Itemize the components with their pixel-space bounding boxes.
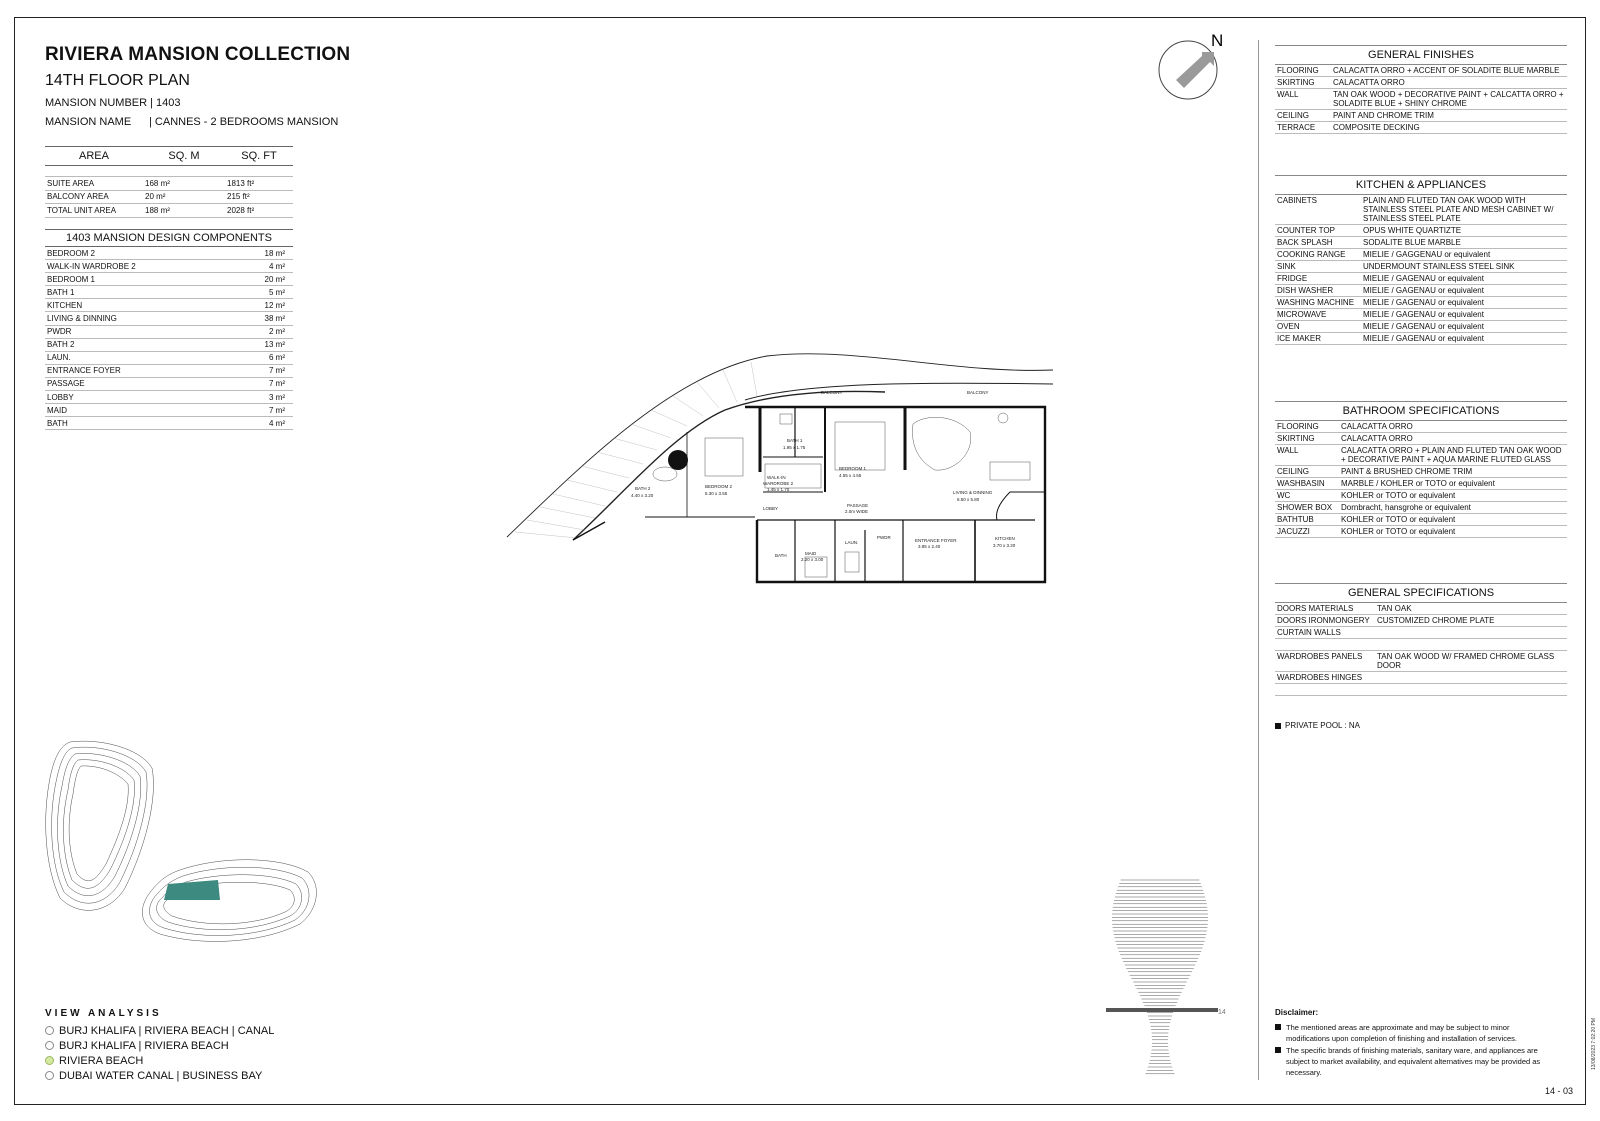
spec-row <box>1275 684 1567 696</box>
column-marker <box>668 450 688 470</box>
room-label-balcony: BALCONY <box>967 390 989 395</box>
bathroom-specifications-table <box>1275 401 1567 538</box>
spec-row: SHOWER BOX Dornbracht, hansgrohe or equivalent <box>1275 502 1567 514</box>
spec-row: WARDROBES HINGES <box>1275 672 1567 684</box>
spec-row: BACK SPLASH SODALITE BLUE MARBLE <box>1275 237 1567 249</box>
floor-number-label: 14 <box>1218 1009 1226 1016</box>
room-label-foyer: ENTRANCE FOYER <box>915 538 957 543</box>
components-table <box>45 229 293 430</box>
table-row: ENTRANCE FOYER 7 m² <box>45 365 293 378</box>
table-row: BEDROOM 1 20 m² <box>45 273 293 286</box>
general-specifications-table <box>1275 583 1567 696</box>
area-col-header: AREA <box>79 150 109 162</box>
spec-row: SKIRTING CALACATTA ORRO <box>1275 433 1567 445</box>
spec-row: FLOORING CALACATTA ORRO <box>1275 421 1567 433</box>
area-table <box>45 146 293 218</box>
balcony-hatching <box>515 362 757 538</box>
balcony-outer-edge <box>507 354 1053 537</box>
table-row: LIVING & DINNING 38 m² <box>45 312 293 325</box>
bathroom-specifications-title: BATHROOM SPECIFICATIONS <box>1275 401 1567 421</box>
spec-row: DISH WASHER MIELIE / GAGENAU or equivalent <box>1275 285 1567 297</box>
room-label-wardrobe2: WARDROBE 2 <box>763 481 794 486</box>
spec-row: JACUZZI KOHLER or TOTO or equivalent <box>1275 526 1567 538</box>
room-label-bath1: BATH 1 <box>787 438 803 443</box>
room-label-lobby: LOBBY <box>763 506 779 511</box>
view-option: RIVIERA BEACH <box>45 1053 274 1068</box>
room-dim-bedroom1: 4.55 x 4.55 <box>839 473 862 478</box>
spec-row: SINK UNDERMOUNT STAINLESS STEEL SINK <box>1275 261 1567 273</box>
room-label-kitchen: KITCHEN <box>995 536 1015 541</box>
room-label-bath: BATH <box>775 553 787 558</box>
radio-dot-icon <box>45 1026 54 1035</box>
page-title: RIVIERA MANSION COLLECTION <box>45 44 351 65</box>
radio-dot-icon <box>45 1041 54 1050</box>
spec-row <box>1275 639 1567 651</box>
radio-dot-icon <box>45 1056 54 1065</box>
unit-highlight <box>164 880 220 900</box>
spec-row: COOKING RANGE MIELIE / GAGGENAU or equivalent <box>1275 249 1567 261</box>
mansion-name <box>45 116 338 128</box>
spec-row: TERRACE COMPOSITE DECKING <box>1275 122 1567 134</box>
site-plan-drawing <box>40 738 340 978</box>
room-dim-foyer: 3.95 x 2.40 <box>918 544 941 549</box>
spec-row: COUNTER TOP OPUS WHITE QUARTIZTE <box>1275 225 1567 237</box>
spec-row: FRIDGE MIELIE / GAGENAU or equivalent <box>1275 273 1567 285</box>
table-row: BATH 4 m² <box>45 417 293 430</box>
spec-row: WARDROBES PANELS TAN OAK WOOD W/ FRAMED CHROME GLASS DOOR <box>1275 651 1567 672</box>
spec-row: CEILING PAINT AND CHROME TRIM <box>1275 110 1567 122</box>
building-elevation <box>1102 878 1226 1080</box>
sqm-col-header: SQ. M <box>168 150 200 162</box>
disclaimer-item: The mentioned areas are approximate and may be subject to minor modifications upon completion of finishing and installation of services. <box>1275 1022 1545 1044</box>
page-subtitle: 14TH FLOOR PLAN <box>45 72 190 89</box>
room-label-maid: MAID <box>805 551 817 556</box>
sqft-col-header: SQ. FT <box>241 150 277 162</box>
room-dim-passage: 2.0m WIDE <box>845 509 869 514</box>
room-dim-bath1: 1.95 x 1.75 <box>783 445 806 450</box>
mansion-name-label: MANSION NAME <box>45 116 132 128</box>
table-row: KITCHEN 12 m² <box>45 299 293 312</box>
room-dim-wardrobe: 1.45 x 1.70 <box>767 487 790 492</box>
bullet-square-icon <box>1275 1047 1281 1053</box>
spec-row: FLOORING CALACATTA ORRO + ACCENT OF SOLADITE BLUE MARBLE <box>1275 65 1567 77</box>
spec-row: OVEN MIELIE / GAGENAU or equivalent <box>1275 321 1567 333</box>
table-row: PWDR 2 m² <box>45 326 293 339</box>
spec-row: CURTAIN WALLS <box>1275 627 1567 639</box>
bullet-square-icon <box>1275 723 1281 729</box>
room-dim-living: 6.50 x 5.80 <box>957 497 980 502</box>
table-row: BATH 2 13 m² <box>45 339 293 352</box>
room-label-pwdr: PWDR <box>877 535 891 540</box>
spec-row: WASHBASIN MARBLE / KOHLER or TOTO or equivalent <box>1275 478 1567 490</box>
room-label-passage: PASSAGE <box>847 503 869 508</box>
general-specifications-title: GENERAL SPECIFICATIONS <box>1275 583 1567 603</box>
floor-lines <box>1112 880 1208 1074</box>
table-row: WALK-IN WARDROBE 2 4 m² <box>45 260 293 273</box>
spec-row: SKIRTING CALACATTA ORRO <box>1275 77 1567 89</box>
components-title: 1403 MANSION DESIGN COMPONENTS <box>45 229 293 247</box>
spec-row: CEILING PAINT & BRUSHED CHROME TRIM <box>1275 466 1567 478</box>
view-option: DUBAI WATER CANAL | BUSINESS BAY <box>45 1068 274 1083</box>
room-label-balcony: BALCONY <box>821 390 843 395</box>
room-label-bedroom2: BEDROOM 2 <box>705 484 733 489</box>
view-analysis-title: VIEW ANALYSIS <box>45 1008 162 1019</box>
kitchen-appliances-title: KITCHEN & APPLIANCES <box>1275 175 1567 195</box>
spec-row: WALL CALACATTA ORRO + PLAIN AND FLUTED TAN OAK WOOD + DECORATIVE PAINT + AQUA MARINE FLUTED GLASS <box>1275 445 1567 466</box>
room-label-living: LIVING & DINNING <box>953 490 993 495</box>
view-option: BURJ KHALIFA | RIVIERA BEACH | CANAL <box>45 1023 274 1038</box>
table-row: MAID 7 m² <box>45 404 293 417</box>
private-pool-note: PRIVATE POOL : NA <box>1275 721 1360 730</box>
view-analysis-list <box>45 1023 274 1083</box>
room-dim-kitchen: 3.70 x 3.20 <box>993 543 1016 548</box>
room-label-bedroom1: BEDROOM 1 <box>839 466 867 471</box>
spec-row: WALL TAN OAK WOOD + DECORATIVE PAINT + CALCATTA ORRO + SOLADITE BLUE + SHINY CHROME <box>1275 89 1567 110</box>
mansion-number: MANSION NUMBER | 1403 <box>45 97 181 109</box>
spec-row: MICROWAVE MIELIE / GAGENAU or equivalent <box>1275 309 1567 321</box>
table-row: TOTAL UNIT AREA 188 m² 2028 ft² <box>45 204 293 218</box>
room-dim-bath2: 4.40 x 3.20 <box>631 493 654 498</box>
area-table-header <box>45 146 293 166</box>
spec-row: ICE MAKER MIELIE / GAGENAU or equivalent <box>1275 333 1567 345</box>
table-row: LOBBY 3 m² <box>45 391 293 404</box>
room-label-bath2: BATH 2 <box>635 486 651 491</box>
table-row: BATH 1 5 m² <box>45 286 293 299</box>
current-floor-marker <box>1106 1008 1218 1012</box>
table-row: LAUN. 6 m² <box>45 352 293 365</box>
kitchen-appliances-table <box>1275 175 1567 345</box>
table-row: PASSAGE 7 m² <box>45 378 293 391</box>
page-number: 14 - 03 <box>1545 1086 1574 1096</box>
radio-dot-icon <box>45 1071 54 1080</box>
room-dim-bedroom2: 5.30 x 3.55 <box>705 491 728 496</box>
print-timestamp: 13/08/2023 7:02:20 PM <box>1591 1018 1597 1070</box>
spec-row: DOORS MATERIALS TAN OAK <box>1275 603 1567 615</box>
bullet-square-icon <box>1275 1024 1281 1030</box>
balcony-rail <box>745 383 1053 400</box>
general-finishes-title: GENERAL FINISHES <box>1275 45 1567 65</box>
disclaimer-title: Disclaimer: <box>1275 1008 1319 1017</box>
mansion-name-value: | CANNES - 2 BEDROOMS MANSION <box>149 116 339 128</box>
view-option: BURJ KHALIFA | RIVIERA BEACH <box>45 1038 274 1053</box>
floor-plan <box>505 352 1055 600</box>
room-label-wardrobe: WALK-IN <box>767 475 786 480</box>
general-finishes-table <box>1275 45 1567 134</box>
spec-row: WASHING MACHINE MIELIE / GAGENAU or equivalent <box>1275 297 1567 309</box>
table-row: BEDROOM 2 18 m² <box>45 247 293 260</box>
spec-row: WC KOHLER or TOTO or equivalent <box>1275 490 1567 502</box>
room-dim-maid: 2.20 x 3.00 <box>801 557 824 562</box>
table-row: BALCONY AREA 20 m² 215 ft² <box>45 191 293 205</box>
disclaimer-item: The specific brands of finishing materials, sanitary ware, and appliances are subject to market availability, and equivalent alternatives may be provided as necessary. <box>1275 1045 1545 1078</box>
spec-row: BATHTUB KOHLER or TOTO or equivalent <box>1275 514 1567 526</box>
compass-north-label: N <box>1211 31 1224 50</box>
room-label-laun: LAUN. <box>845 540 859 545</box>
spec-row: DOORS IRONMONGERY CUSTOMIZED CHROME PLATE <box>1275 615 1567 627</box>
panel-divider <box>1258 40 1259 1080</box>
table-row: SUITE AREA 168 m² 1813 ft² <box>45 177 293 191</box>
compass-icon <box>1158 30 1226 102</box>
spec-row: CABINETS PLAIN AND FLUTED TAN OAK WOOD WITH STAINLESS STEEL PLATE AND MESH CABINET W/ STAINLESS STEEL PLATE <box>1275 195 1567 225</box>
